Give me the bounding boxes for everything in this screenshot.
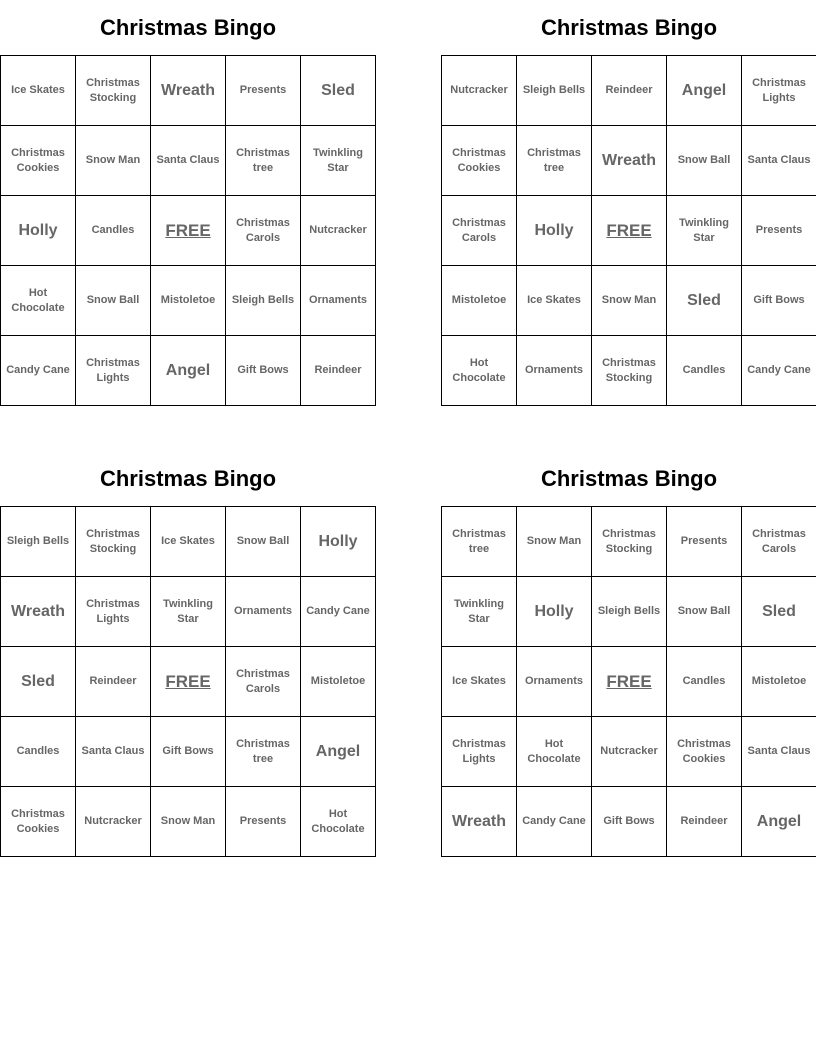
bingo-cell: Sleigh Bells xyxy=(1,507,76,577)
bingo-cell: Presents xyxy=(667,507,742,577)
bingo-cell: Christmas tree xyxy=(226,717,301,787)
bingo-cell: Snow Man xyxy=(76,126,151,196)
bingo-grid xyxy=(0,506,376,857)
bingo-cell: Christmas Cookies xyxy=(1,787,76,857)
bingo-cell: Nutcracker xyxy=(442,56,517,126)
bingo-cell: Reindeer xyxy=(76,647,151,717)
bingo-cell: Twinkling Star xyxy=(301,126,376,196)
bingo-cell: Twinkling Star xyxy=(667,196,742,266)
bingo-cell: Holly xyxy=(1,196,76,266)
bingo-cell: Candles xyxy=(1,717,76,787)
bingo-cell: Presents xyxy=(226,56,301,126)
bingo-cell: Christmas Lights xyxy=(442,717,517,787)
bingo-cell: Mistoletoe xyxy=(442,266,517,336)
bingo-cell: Snow Man xyxy=(151,787,226,857)
card-title: Christmas Bingo xyxy=(540,466,718,491)
bingo-cell: Christmas Cookies xyxy=(442,126,517,196)
bingo-cell: Angel xyxy=(742,787,816,857)
bingo-cell: Twinkling Star xyxy=(151,577,226,647)
bingo-cell: Mistoletoe xyxy=(742,647,816,717)
bingo-cell: Christmas Carols xyxy=(226,647,301,717)
bingo-cell: Ornaments xyxy=(301,266,376,336)
free-cell: FREE xyxy=(151,196,226,266)
bingo-cell: Holly xyxy=(301,507,376,577)
bingo-cell: Nutcracker xyxy=(76,787,151,857)
bingo-cell: Sleigh Bells xyxy=(517,56,592,126)
bingo-cell: Holly xyxy=(517,577,592,647)
bingo-cell: Snow Ball xyxy=(667,577,742,647)
bingo-cell: Ornaments xyxy=(226,577,301,647)
bingo-cell: Nutcracker xyxy=(592,717,667,787)
bingo-cell: Sled xyxy=(1,647,76,717)
bingo-cell: Presents xyxy=(742,196,816,266)
bingo-cell: Nutcracker xyxy=(301,196,376,266)
bingo-cell: Snow Ball xyxy=(667,126,742,196)
bingo-cell: Christmas Carols xyxy=(742,507,816,577)
bingo-cell: Presents xyxy=(226,787,301,857)
bingo-cell: Wreath xyxy=(442,787,517,857)
card-title: Christmas Bingo xyxy=(540,15,718,40)
bingo-cell: Ornaments xyxy=(517,336,592,406)
bingo-grid xyxy=(0,55,376,406)
bingo-cell: Mistoletoe xyxy=(301,647,376,717)
bingo-cell: Reindeer xyxy=(667,787,742,857)
bingo-cell: Wreath xyxy=(1,577,76,647)
bingo-cell: Reindeer xyxy=(301,336,376,406)
card-title: Christmas Bingo xyxy=(99,15,277,40)
bingo-cell: Gift Bows xyxy=(226,336,301,406)
bingo-grid xyxy=(441,55,816,406)
bingo-cell: Hot Chocolate xyxy=(1,266,76,336)
bingo-cell: Snow Man xyxy=(517,507,592,577)
bingo-cell: Holly xyxy=(517,196,592,266)
bingo-cell: Candy Cane xyxy=(301,577,376,647)
bingo-cell: Candy Cane xyxy=(742,336,816,406)
free-cell: FREE xyxy=(151,647,226,717)
bingo-cell: Sled xyxy=(742,577,816,647)
bingo-cell: Candles xyxy=(667,336,742,406)
bingo-cell: Ornaments xyxy=(517,647,592,717)
bingo-cell: Christmas Stocking xyxy=(76,507,151,577)
bingo-cell: Hot Chocolate xyxy=(517,717,592,787)
bingo-cell: Christmas Stocking xyxy=(592,507,667,577)
bingo-cell: Santa Claus xyxy=(76,717,151,787)
bingo-cell: Mistoletoe xyxy=(151,266,226,336)
bingo-cell: Christmas tree xyxy=(226,126,301,196)
bingo-cell: Christmas Carols xyxy=(442,196,517,266)
bingo-cell: Candy Cane xyxy=(517,787,592,857)
bingo-cell: Santa Claus xyxy=(742,126,816,196)
bingo-cell: Snow Man xyxy=(592,266,667,336)
bingo-cell: Candles xyxy=(76,196,151,266)
bingo-cell: Christmas Cookies xyxy=(1,126,76,196)
bingo-cell: Ice Skates xyxy=(517,266,592,336)
bingo-cell: Christmas Lights xyxy=(76,336,151,406)
bingo-cell: Sled xyxy=(301,56,376,126)
bingo-cell: Candy Cane xyxy=(1,336,76,406)
bingo-grid xyxy=(441,506,816,857)
bingo-cell: Christmas Cookies xyxy=(667,717,742,787)
bingo-cell: Ice Skates xyxy=(442,647,517,717)
bingo-cell: Gift Bows xyxy=(151,717,226,787)
bingo-cell: Snow Ball xyxy=(226,507,301,577)
bingo-cell: Wreath xyxy=(151,56,226,126)
bingo-cell: Angel xyxy=(151,336,226,406)
free-cell: FREE xyxy=(592,196,667,266)
bingo-cell: Hot Chocolate xyxy=(442,336,517,406)
bingo-cell: Sleigh Bells xyxy=(226,266,301,336)
bingo-cell: Angel xyxy=(667,56,742,126)
bingo-cell: Santa Claus xyxy=(151,126,226,196)
bingo-cell: Hot Chocolate xyxy=(301,787,376,857)
bingo-cell: Reindeer xyxy=(592,56,667,126)
card-title: Christmas Bingo xyxy=(99,466,277,491)
bingo-cell: Christmas tree xyxy=(517,126,592,196)
bingo-cell: Gift Bows xyxy=(742,266,816,336)
bingo-cell: Christmas Stocking xyxy=(76,56,151,126)
bingo-cell: Christmas Carols xyxy=(226,196,301,266)
bingo-cell: Santa Claus xyxy=(742,717,816,787)
bingo-cell: Christmas Lights xyxy=(742,56,816,126)
bingo-cell: Wreath xyxy=(592,126,667,196)
bingo-cell: Twinkling Star xyxy=(442,577,517,647)
bingo-cell: Christmas Lights xyxy=(76,577,151,647)
bingo-cell: Sleigh Bells xyxy=(592,577,667,647)
bingo-cell: Gift Bows xyxy=(592,787,667,857)
free-cell: FREE xyxy=(592,647,667,717)
bingo-cell: Christmas Stocking xyxy=(592,336,667,406)
bingo-cell: Ice Skates xyxy=(151,507,226,577)
bingo-cell: Christmas tree xyxy=(442,507,517,577)
bingo-cell: Angel xyxy=(301,717,376,787)
bingo-cell: Ice Skates xyxy=(1,56,76,126)
bingo-cell: Snow Ball xyxy=(76,266,151,336)
bingo-cell: Sled xyxy=(667,266,742,336)
bingo-cell: Candles xyxy=(667,647,742,717)
